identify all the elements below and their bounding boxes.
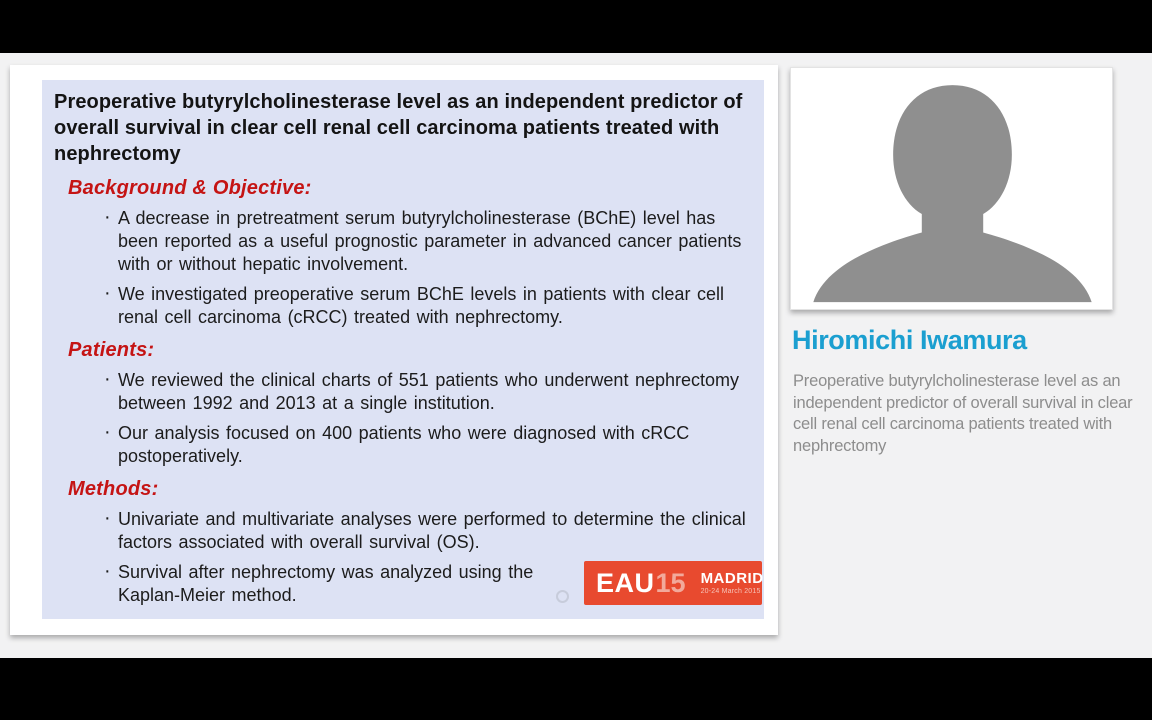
bullet-item <box>104 508 758 554</box>
bullet-item <box>104 283 758 329</box>
bullet-marker: · <box>104 368 111 390</box>
logo-dates: 20-24 March 2015 <box>700 588 761 595</box>
bullet-marker: · <box>104 282 111 304</box>
bullet-text: Our analysis focused on 400 patients who were diagnosed with cRCC postoperatively. <box>118 423 690 466</box>
section-patients <box>42 338 764 468</box>
presentation-slide <box>42 80 764 619</box>
bullet-marker: · <box>104 206 111 228</box>
bullet-item <box>104 422 758 468</box>
bullet-text: Univariate and multivariate analyses were performed to determine the clinical factors associated with overall survival (OS). <box>118 509 746 552</box>
person-silhouette-icon <box>799 76 1106 303</box>
slide-card[interactable] <box>10 65 778 635</box>
logo-city: MADRID <box>700 570 764 587</box>
section-heading: Background & Objective: <box>68 177 312 199</box>
bullet-marker: · <box>104 560 111 582</box>
eau15-madrid-logo <box>584 561 762 605</box>
slide-title: Preoperative butyrylcholinesterase level as an independent predictor of overall survival in clear cell renal cell carcinoma patients treated with nephrectomy <box>54 91 743 165</box>
section-heading: Methods: <box>68 478 159 500</box>
speaker-talk-title: Preoperative butyrylcholinesterase level as an independent predictor of overall survival in clear cell renal cell carcinoma patients treated with nephrectomy <box>793 372 1133 455</box>
section-heading: Patients: <box>68 339 155 361</box>
bullet-item <box>104 561 588 607</box>
bullet-item <box>104 207 758 276</box>
logo-brand: EAU <box>596 567 655 598</box>
bullet-text: We investigated preoperative serum BChE levels in patients with clear cell renal cell carcinoma (cRCC) treated with nephrectomy. <box>118 284 724 327</box>
logo-year: 15 <box>655 567 686 598</box>
top-letterbox <box>0 0 1152 53</box>
section-background-objective <box>42 176 764 329</box>
bullet-marker: · <box>104 421 111 443</box>
bullet-text: We reviewed the clinical charts of 551 patients who underwent nephrectomy between 1992 and 2013 at a single institution. <box>118 370 739 413</box>
watermark-dot-icon <box>556 590 569 603</box>
bullet-marker: · <box>104 507 111 529</box>
speaker-panel <box>790 53 1152 658</box>
bottom-letterbox <box>0 658 1152 720</box>
speaker-name[interactable]: Hiromichi Iwamura <box>792 325 1027 355</box>
content-area <box>0 53 1152 658</box>
bullet-item <box>104 369 758 415</box>
bullet-text: A decrease in pretreatment serum butyrylcholinesterase (BChE) level has been reported as a useful prognostic parameter in advanced cancer patients with or without hepatic involvement. <box>118 208 742 274</box>
speaker-photo-card[interactable] <box>790 67 1113 310</box>
bullet-text: Survival after nephrectomy was analyzed using the Kaplan-Meier method. <box>118 562 534 605</box>
